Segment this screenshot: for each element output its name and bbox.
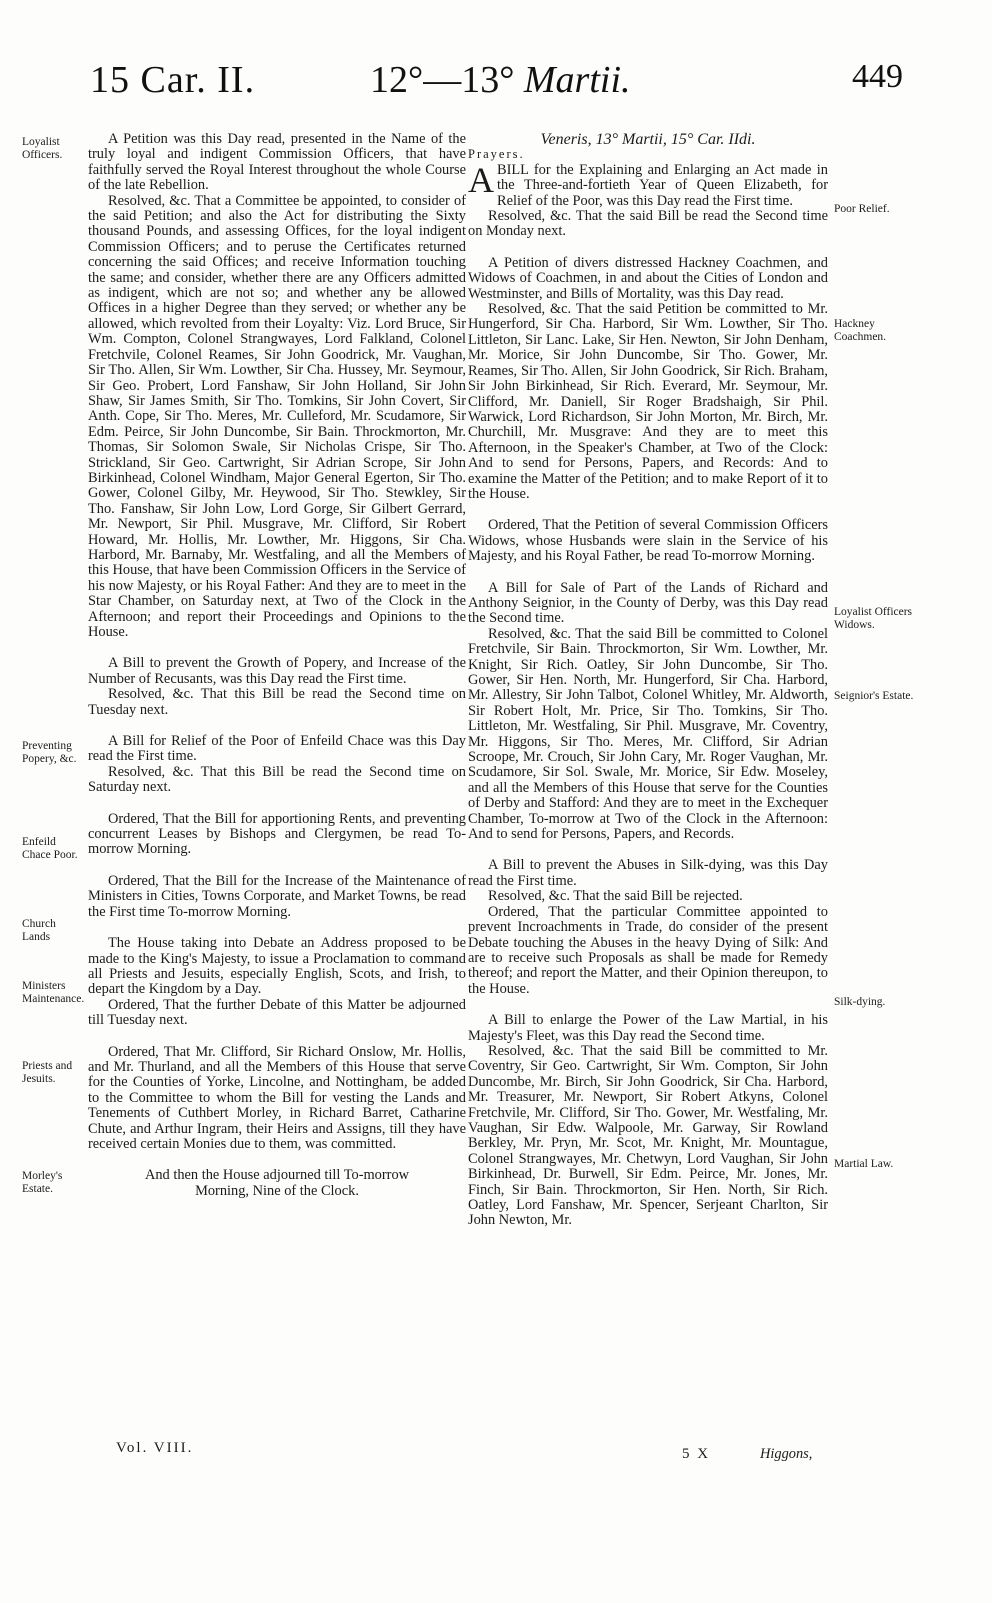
paragraph: Resolved, &c. That the said Bill be committed to Colonel Fretchvile, Sir Bain. Throckmorton, Sir Wm. Lowther, Mr. Knight, Sir Rich. Oatley, Sir John Duncombe, Sir Tho. Gower, Sir Hen. North, Mr. Hungerford, Sir Cha. Harbord, Mr. Allestry, Sir John Talbot, Colonel Whitley, Mr. Aldworth, Sir Robert Holt, Mr. Price, Sir Tho. Tomkins, Sir Tho. Littleton, Mr. Westfaling, Sir Phil. Musgrave, Mr. Coventry, Mr. Higgons, Sir Tho. Meres, Mr. Clifford, Sir Adrian Scroope, Mr. Crouch, Sir John Cary, Mr. Roger Vaughan, Mr. Scudamore, Sir Sol. Swale, Mr. Morice, Sir Edw. Moseley, and all the Members of this House that serve for the Counties of Derby and Stafford: And they are to meet in the Exchequer Chamber, To-morrow at Two of the Clock in the Afternoon: And to send for Persons, Papers, and Records. [468, 625, 828, 843]
paragraph [468, 159, 828, 209]
prayers-heading: Prayers. [468, 147, 525, 162]
paragraph: Resolved, &c. That the said Bill be rejected. [488, 888, 743, 905]
paragraph: Ordered, That the Petition of several Commission Officers Widows, whose Husbands were slain in the Service of his Majesty, and his Royal Father, be read To-morrow Morning. [468, 517, 828, 565]
entry-morley [88, 1045, 466, 1153]
paragraph: Resolved, &c. That this Bill be read the Second time on Saturday next. [88, 763, 466, 796]
entry-enfeild [88, 734, 466, 796]
paragraph: A Petition was this Day read, presented in the Name of the truly loyal and indigent Commission Officers, that have faithfully served the Royal Interest throughout the whole Course of the late Rebellion. [88, 131, 466, 194]
paragraph: Ordered, That the further Debate of this Matter be adjourned till Tuesday next. [88, 996, 466, 1029]
margin-note-loyalist-officers: Loyalist Officers. [22, 136, 63, 161]
page-number: 449 [852, 58, 903, 95]
adjournment [88, 1168, 466, 1199]
entry-church-lands [88, 812, 466, 858]
right-column [468, 132, 828, 1245]
margin-note-seignior: Seignior's Estate. [834, 690, 914, 702]
paragraph: A Bill to prevent the Growth of Popery, and Increase of the Number of Recusants, was this Day read the First time. [88, 655, 466, 687]
entry-ministers [88, 874, 466, 920]
dateline: Veneris, 13° Martii, 15° Car. IIdi. [540, 131, 756, 148]
signature-mark: 5 X [682, 1446, 711, 1462]
entry-hackney [468, 256, 828, 503]
entry-popery [88, 656, 466, 718]
paragraph: Resolved, &c. That the said Petition be committed to Mr. Hungerford, Sir Cha. Harbord, Sir Wm. Lowther, Sir Tho. Littleton, Sir Lanc. Lake, Sir Hen. Newton, Sir John Denham, Mr. Morice, Sir John Duncombe, Sir Tho. Gower, Mr. Reames, Sir Tho. Allen, Sir John Goodrick, Sir Rich. Braham, Sir John Birkinhead, Sir Rich. Everard, Mr. Seymour, Mr. Clifford, Mr. Daniell, Sir Roger Bradshaigh, Sir Phil. Warwick, Lord Richardson, Sir John Morton, Mr. Birch, Mr. Churchill, Mr. Musgrave: And they are to meet this Afternoon, in the Speaker's Chamber, at Two of the Clock: And to send for Persons, Papers, and Records: And to examine the Matter of the Petition; and to make Report of it to the House. [468, 301, 828, 502]
paragraph: Resolved, &c. That this Bill be read the Second time on Tuesday next. [88, 686, 466, 718]
entry-poor-relief [468, 159, 828, 240]
running-head-month: Martii. [523, 59, 631, 101]
paragraph: A Bill for Sale of Part of the Lands of Richard and Anthony Seignior, in the County of Derby, was this Day read the Second time. [468, 579, 828, 627]
adjournment-line-1: And then the House adjourned till To-morrow [144, 1167, 410, 1184]
margin-note-priests: Priests and Jesuits. [22, 1060, 73, 1085]
margin-note-loyalist-widows: Loyalist Officers Widows. [834, 606, 913, 631]
margin-note-morley: Morley's Estate. [22, 1170, 63, 1195]
paragraph: A Bill for Relief of the Poor of Enfeild Chace was this Day read the First time. [88, 733, 466, 765]
drop-cap: A [468, 159, 494, 200]
margin-note-hackney: Hackney Coachmen. [834, 318, 887, 343]
volume-footer: Vol. VIII. [116, 1440, 194, 1456]
entry-martial-law [468, 1013, 828, 1229]
entry-seignior [468, 581, 828, 843]
margin-note-church-lands: Church Lands [22, 918, 56, 943]
paragraph-text: BILL for the Explaining and Enlarging an Act made in the Three-and-fortieth Year of Queen Elizabeth, for Relief of the Poor, was this Day read the First time. [497, 161, 828, 209]
paragraph: Ordered, That the Bill for the Increase of the Maintenance of Ministers in Cities, Towns Corporate, and Market Towns, be read the First time To-morrow Morning. [88, 872, 466, 920]
paragraph: The House taking into Debate an Address proposed to be made to the King's Majesty, to issue a Proclamation to command all Priests and Jesuits, especially English, Scots, and Irish, to depart the Kingdom by a Day. [88, 935, 466, 998]
margin-note-preventing-popery: Preventing Popery, &c. [22, 740, 77, 765]
margin-note-poor-relief: Poor Relief. [834, 203, 890, 215]
running-head-center [370, 58, 631, 102]
running-head-left: 15 Car. II. [90, 59, 256, 101]
margin-note-silk: Silk-dying. [834, 996, 886, 1008]
left-column [88, 132, 466, 1199]
paragraph: Resolved, &c. That the said Bill be committed to Mr. Coventry, Sir Geo. Cartwright, Sir Wm. Compton, Sir John Duncombe, Mr. Birch, Sir John Goodrick, Sir Cha. Harbord, Mr. Treasurer, Mr. Newport, Sir Robert Atkyns, Colonel Fretchvile, Mr. Clifford, Sir Tho. Gower, Mr. Westfaling, Mr. Vaughan, Sir Edw. Walpoole, Mr. Garway, Sir Rowland Berkley, Mr. Pryn, Mr. Scot, Mr. Knight, Mr. Mountague, Colonel Strangwayes, Mr. Chetwyn, Lord Vaughan, Sir John Birkinhead, Dr. Burwell, Sir Edm. Peirce, Mr. Jones, Mr. Finch, Sir Bain. Throckmorton, Sir Hen. North, Sir Rich. Oatley, Lord Fanshaw, Mr. Spencer, Serjeant Charlton, Sir John Newton, Mr. [468, 1042, 828, 1229]
margin-note-enfeild-chace: Enfeild Chace Poor. [22, 836, 78, 861]
paragraph: Ordered, That Mr. Clifford, Sir Richard Onslow, Mr. Hollis, and Mr. Thurland, and all the Members of this House that serve for the Counties of Yorke, Lincolne, and Nottingham, be added to the Committee to whom the Bill for vesting the Lands and Tenements of Cuthbert Morley, in Richard Barret, Catharine Chute, and Arthur Ingram, their Heirs and Assigns, till they have received certain Monies due to them, was committed. [88, 1043, 466, 1152]
paragraph: A Bill to prevent the Abuses in Silk-dying, was this Day read the First time. [468, 857, 828, 889]
entry-silk [468, 858, 828, 997]
paragraph: Ordered, That the particular Committee appointed to prevent Incroachments in Trade, do consider of the present Debate touching the Abuses in the heavy Dying of Silk: And are to receive such Proposals as shall be made for Remedy thereof; and report the Matter, and their Opinion thereupon, to the House. [468, 903, 828, 997]
entry-widows [468, 518, 828, 564]
paragraph: A Bill to enlarge the Power of the Law Martial, in his Majesty's Fleet, was this Day read the Second time. [468, 1012, 828, 1044]
entry-priests [88, 936, 466, 1028]
paragraph: Resolved, &c. That a Committee be appointed, to consider of the said Petition; and also the Act for distributing the Sixty thousand Pounds, and assessing Offices, for the loyal indigent Commission Officers; and to peruse the Certificates returned concerning the said Offices; and receive Information touching the same; and consider, whether there are any Officers admitted as indigent, which are not so; and whether any be allowed Offices in a higher Degree than they served; or whether any be allowed, which revolted from their Loyalty: Viz. Lord Bruce, Sir Wm. Compton, Colonel Strangwayes, Lord Falkland, Colonel Fretchvile, Colonel Reames, Sir John Goodrick, Mr. Vaughan, Sir Tho. Allen, Sir Wm. Lowther, Sir Cha. Hussey, Mr. Seymour, Sir Geo. Probert, Lord Fanshaw, Sir John Holland, Sir John Shaw, Sir James Smith, Sir Tho. Tomkins, Sir John Covert, Sir Anth. Cope, Sir Tho. Meres, Mr. Culleford, Mr. Scudamore, Sir Edm. Peirce, Sir John Duncombe, Sir Bain. Throckmorton, Mr. Thomas, Sir Solomon Swale, Sir Nicholas Crispe, Sir Tho. Strickland, Sir Geo. Cartwright, Sir Adrian Scrope, Sir John Birkinhead, Colonel Windham, Major General Egerton, Sir Tho. Gower, Colonel Gilby, Mr. Heywood, Sir Tho. Stewkley, Sir Tho. Fanshaw, Sir John Low, Lord Gorge, Sir Gilbert Gerrard, Mr. Newport, Sir Phil. Musgrave, Mr. Clifford, Sir Robert Howard, Mr. Hollis, Mr. Lowther, Mr. Higgons, Sir Cha. Harbord, Mr. Barnaby, Mr. Westfaling, and all the Members of this House, that have been Commission Officers in the Service of his now Majesty, or his Royal Father: And they are to meet in the Star Chamber, on Saturday next, at Two of the Clock in the Afternoon; and report their Proceedings and Opinions to the House. [88, 192, 466, 640]
paragraph: A Petition of divers distressed Hackney Coachmen, and Widows of Coachmen, in and about the Cities of London and Westminster, and Bills of Mortality, was this Day read. [468, 254, 828, 302]
margin-note-ministers: Ministers Maintenance. [22, 980, 85, 1005]
entry-loyalist-officers [88, 132, 466, 640]
paragraph: Resolved, &c. That the said Bill be read the Second time on Monday next. [468, 208, 828, 240]
margin-note-martial: Martial Law. [834, 1158, 894, 1170]
paragraph: Ordered, That the Bill for apportioning Rents, and preventing concurrent Leases by Bishops and Clergymen, be read To-morrow Morning. [88, 810, 466, 858]
catchword: Higgons, [760, 1446, 813, 1462]
running-head-dates: 12°—13° [370, 59, 515, 101]
adjournment-line-2: Morning, Nine of the Clock. [195, 1182, 359, 1199]
